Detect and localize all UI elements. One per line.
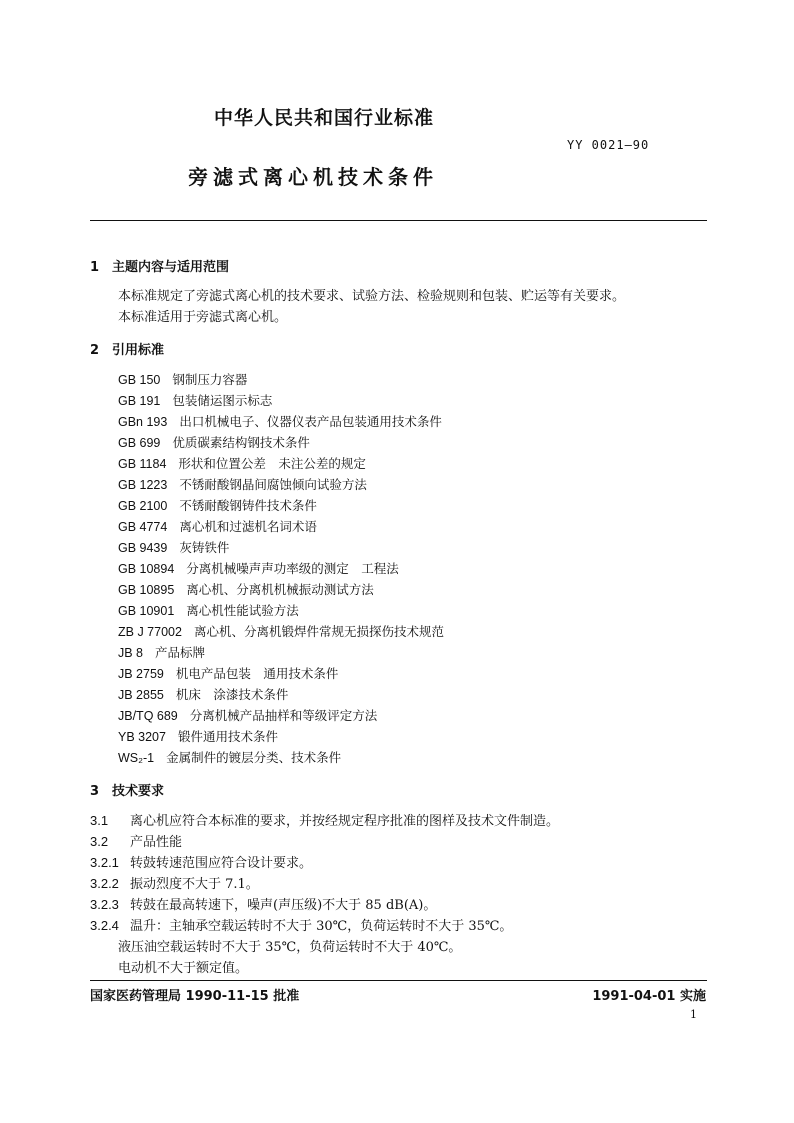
reference-item [118, 517, 317, 535]
approval-statement: 国家医药管理局 1990-11-15 批准 [90, 989, 300, 1004]
reference-item [118, 475, 367, 493]
reference-title: 不锈耐酸钢铸件技术条件 [179, 498, 317, 513]
reference-code: GB 699 [118, 436, 161, 450]
reference-item [118, 580, 374, 598]
section-3-heading [90, 780, 164, 799]
reference-title: 包装储运图示标志 [172, 393, 273, 408]
reference-code: JB 8 [118, 646, 144, 660]
reference-title: 离心机、分离机机械振动测试方法 [186, 582, 374, 597]
clause-text: 转鼓在最高转速下，噪声(声压级)不大于 85 dB(A)。 [130, 898, 437, 913]
reference-title: 优质碳素结构钢技术条件 [172, 435, 310, 450]
section-number: 2 [90, 343, 100, 358]
reference-title: 机床 涂漆技术条件 [175, 687, 289, 702]
clause-number: 3.2.4 [90, 918, 119, 933]
section-2-heading [90, 339, 164, 358]
reference-title: 分离机械噪声声功率级的测定 工程法 [186, 561, 399, 576]
reference-item [118, 601, 299, 619]
section-title: 技术要求 [112, 784, 165, 799]
clause-continuation: 电动机不大于额定值。 [118, 961, 249, 976]
section-number: 3 [90, 784, 100, 799]
clause-text: 离心机应符合本标准的要求，并按经规定程序批准的图样及技术文件制造。 [130, 814, 560, 829]
clause-text: 转鼓转速范围应符合设计要求。 [130, 856, 313, 871]
reference-item [118, 496, 317, 514]
clause-number: 3.2.1 [90, 855, 119, 870]
reference-item [118, 622, 444, 640]
clause [90, 873, 259, 892]
clause [90, 915, 512, 934]
clause-text: 温升：主轴承空载运转时不大于 30℃，负荷运转时不大于 35℃。 [130, 919, 513, 934]
clause-continuation: 液压油空载运转时不大于 35℃，负荷运转时不大于 40℃。 [118, 940, 462, 955]
reference-code: JB 2855 [118, 688, 164, 702]
reference-code: GB 10901 [118, 604, 175, 618]
reference-title: 出口机械电子、仪器仪表产品包装通用技术条件 [179, 414, 442, 429]
reference-title: 离心机性能试验方法 [186, 603, 299, 618]
clause [90, 810, 559, 829]
clause-text: 产品性能 [130, 835, 183, 850]
reference-item [118, 370, 247, 388]
reference-item [118, 685, 288, 703]
page-number: 1 [690, 1008, 697, 1021]
clause-number: 3.1 [90, 813, 109, 828]
section-1-paragraph: 本标准适用于旁滤式离心机。 [118, 310, 288, 325]
reference-title: 金属制件的镀层分类、技术条件 [166, 750, 342, 765]
reference-code: GB 10895 [118, 583, 175, 597]
section-1-paragraph: 本标准规定了旁滤式离心机的技术要求、试验方法、检验规则和包装、贮运等有关要求。 [118, 289, 626, 304]
section-title: 引用标准 [112, 343, 165, 358]
clause [90, 894, 436, 913]
clause-text: 振动烈度不大于 7.1。 [130, 877, 259, 892]
footer-divider [90, 980, 707, 981]
clause-number: 3.2.2 [90, 876, 119, 891]
reference-code: GBn 193 [118, 415, 168, 429]
reference-code: GB 9439 [118, 541, 168, 555]
reference-title: 分离机械产品抽样和等级评定方法 [189, 708, 378, 723]
reference-title: 灰铸铁件 [179, 540, 230, 555]
clause-number: 3.2.3 [90, 897, 119, 912]
reference-item [118, 391, 272, 409]
reference-item [118, 727, 278, 745]
clause [90, 831, 182, 850]
section-number: 1 [90, 260, 100, 275]
reference-code: YB 3207 [118, 730, 166, 744]
header-divider [90, 220, 707, 221]
reference-code: GB 1184 [118, 457, 167, 471]
standard-number: YY 0021—90 [567, 138, 650, 152]
reference-code: GB 1223 [118, 478, 168, 492]
reference-title: 锻件通用技术条件 [177, 729, 278, 744]
reference-code: GB 2100 [118, 499, 168, 513]
reference-code: WS₂-1 [118, 751, 155, 765]
reference-title: 不锈耐酸钢晶间腐蚀倾向试验方法 [179, 477, 367, 492]
reference-item [118, 538, 229, 556]
reference-code: GB 150 [118, 373, 161, 387]
reference-item [118, 664, 338, 682]
reference-title: 机电产品包装 通用技术条件 [175, 666, 339, 681]
reference-code: GB 191 [118, 394, 161, 408]
reference-title: 离心机和过滤机名词术语 [179, 519, 317, 534]
reference-code: GB 4774 [118, 520, 168, 534]
reference-item [118, 412, 442, 430]
reference-item [118, 706, 377, 724]
reference-item [118, 454, 366, 472]
reference-code: GB 10894 [118, 562, 175, 576]
reference-title: 形状和位置公差 未注公差的规定 [178, 456, 366, 471]
implementation-date: 1991-04-01 实施 [592, 989, 706, 1004]
document-title: 旁滤式离心机技术条件 [188, 165, 438, 189]
clause-number: 3.2 [90, 834, 109, 849]
reference-title: 离心机、分离机锻焊件常规无损探伤技术规范 [193, 624, 444, 639]
issuing-organization: 中华人民共和国行业标准 [214, 107, 435, 129]
reference-item [118, 748, 341, 766]
reference-item [118, 433, 310, 451]
reference-code: JB/TQ 689 [118, 709, 178, 723]
reference-item [118, 643, 205, 661]
reference-item [118, 559, 399, 577]
section-1-heading [90, 256, 229, 275]
section-title: 主题内容与适用范围 [112, 260, 230, 275]
reference-code: ZB J 77002 [118, 625, 182, 639]
reference-title: 产品标牌 [155, 645, 206, 660]
clause [90, 852, 312, 871]
reference-title: 钢制压力容器 [172, 372, 248, 387]
reference-code: JB 2759 [118, 667, 164, 681]
